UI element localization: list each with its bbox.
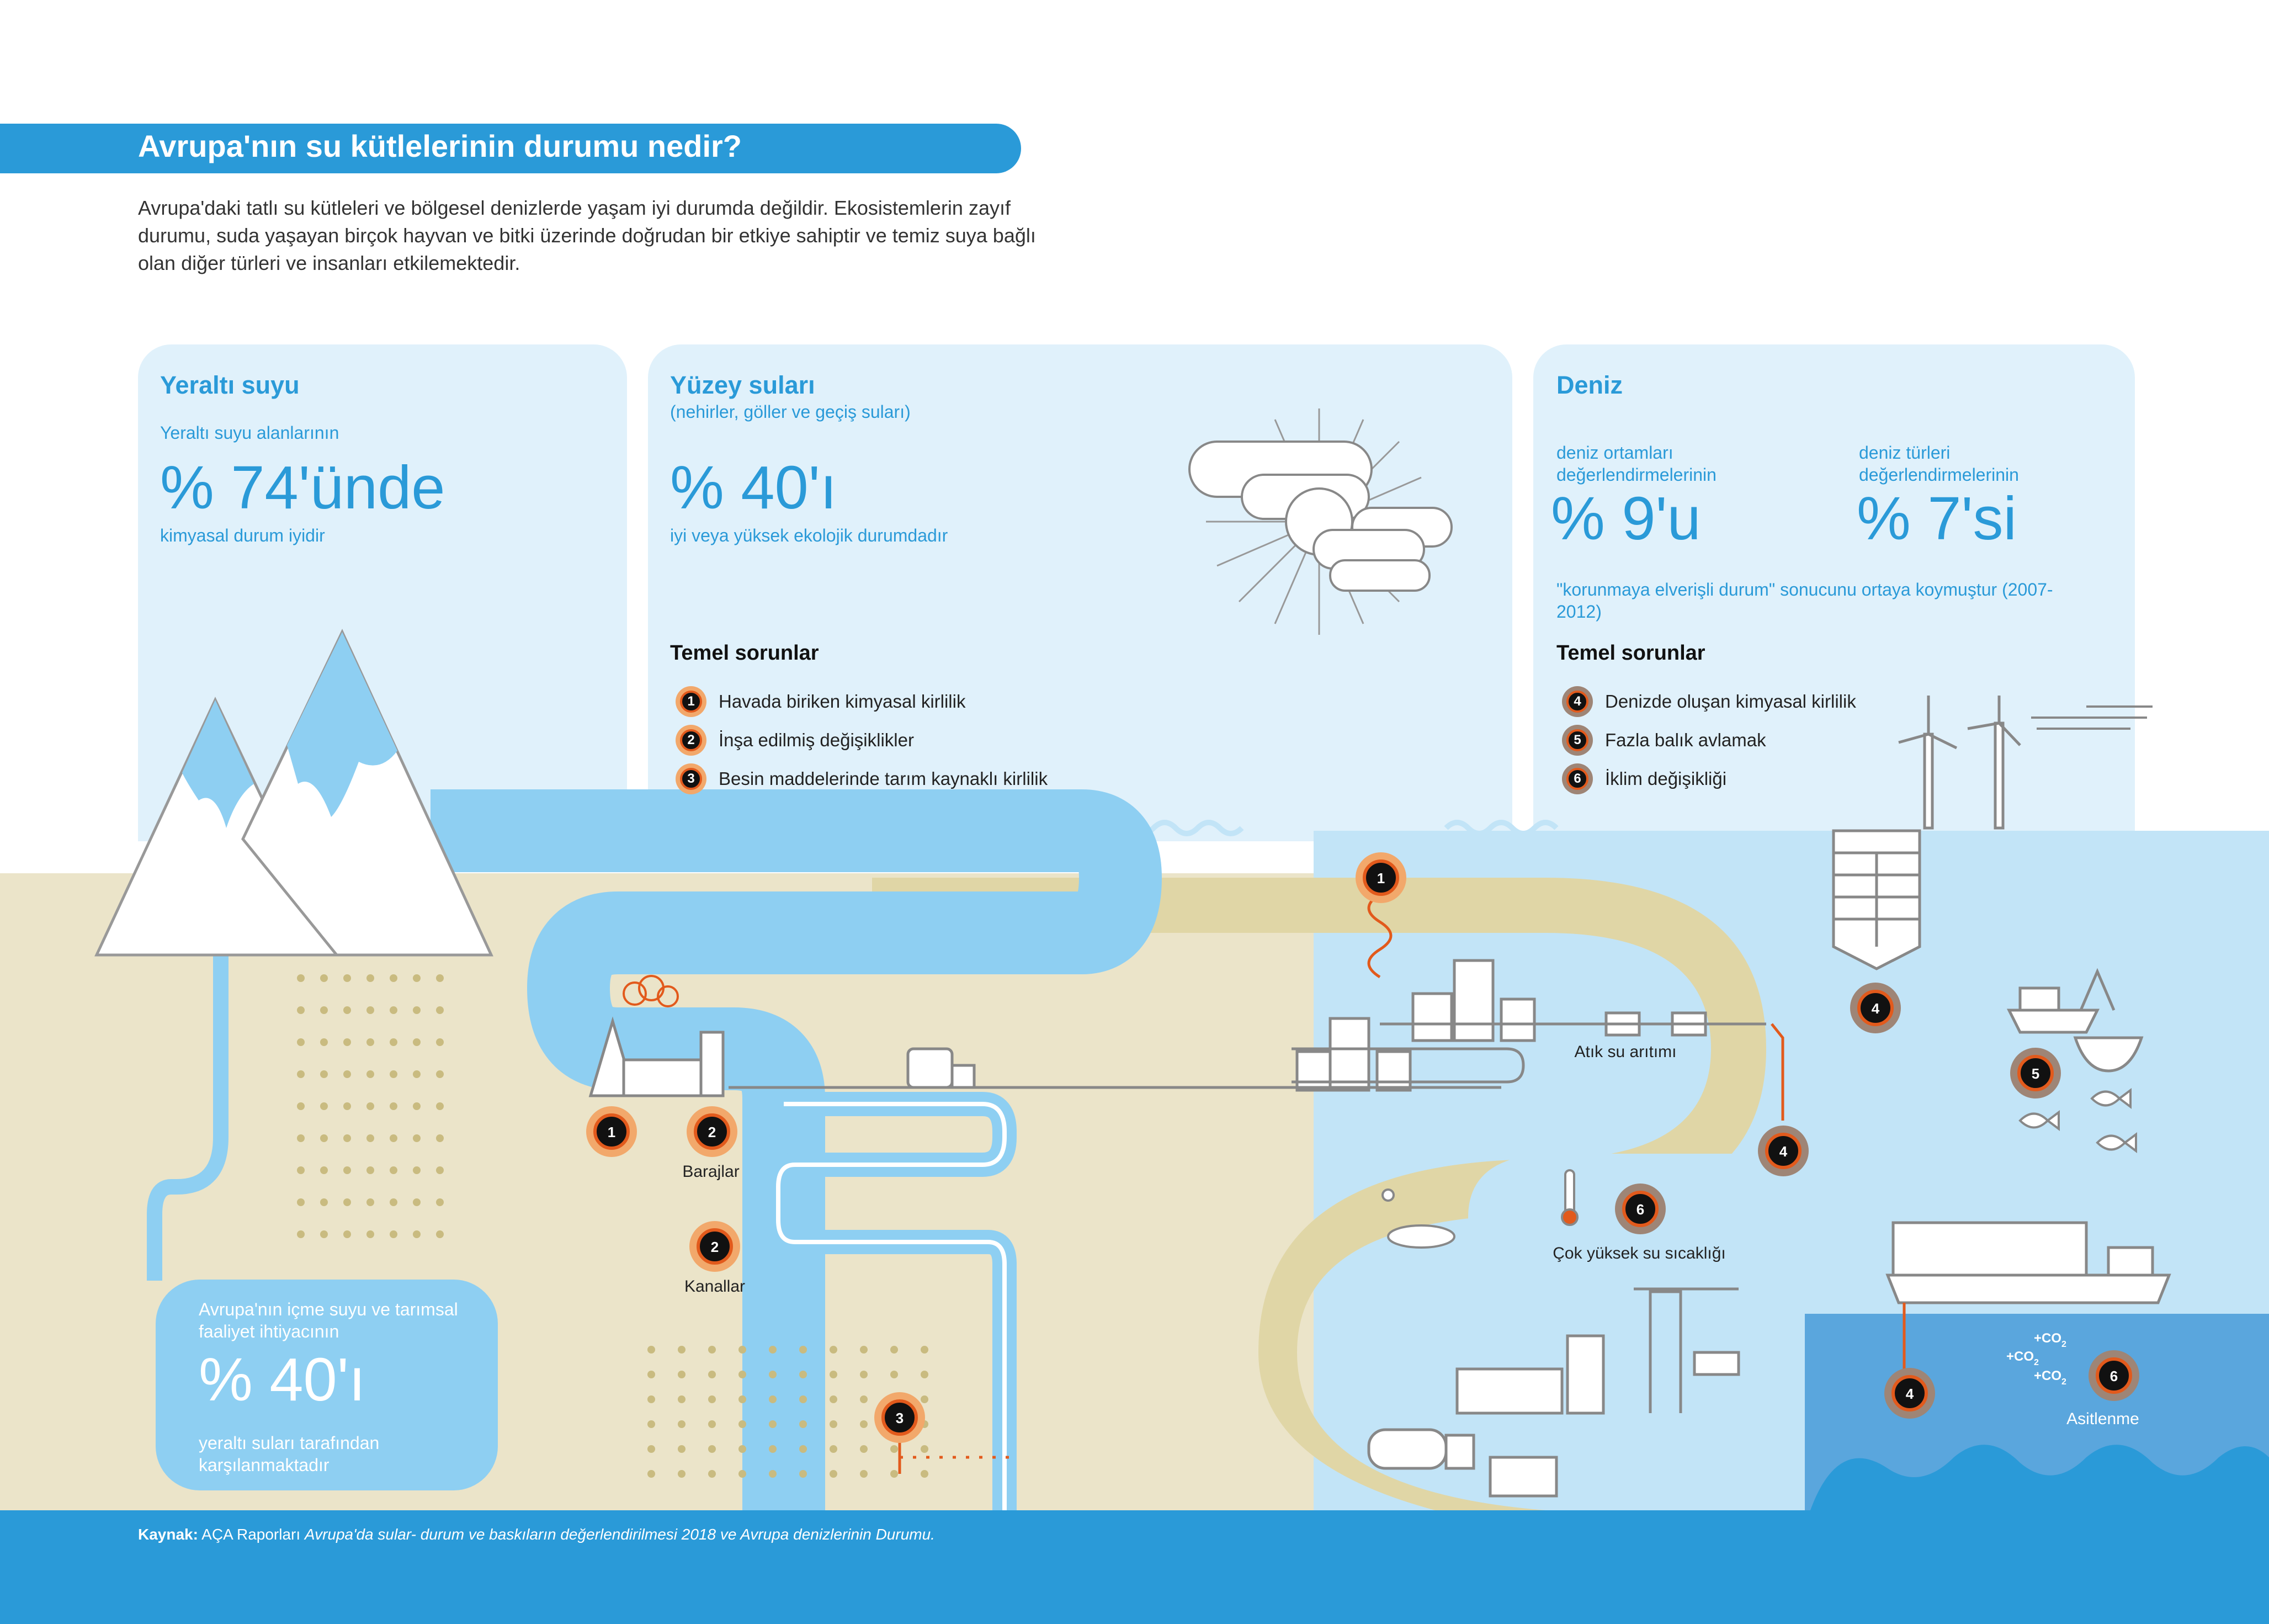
co2-b: +CO <box>2006 1349 2034 1364</box>
marker-1a <box>586 1106 637 1157</box>
issue-item: 2 İnşa edilmiş değişiklikler <box>676 721 1048 760</box>
page-title: Avrupa'nın su kütlelerinin durumu nedir? <box>138 129 742 163</box>
source-note <box>138 1526 935 1543</box>
drinking-post: yeraltı suları tarafından karşılanmaktadır <box>199 1433 380 1475</box>
marker-2b-num: 2 <box>710 1239 719 1255</box>
sea-issues-list <box>1562 682 1856 798</box>
issue-item: 6 İklim değişikliği <box>1562 760 1856 798</box>
marker-5-num: 5 <box>2031 1065 2040 1082</box>
issue-item: 1 Havada biriken kimyasal kirlilik <box>676 682 1048 721</box>
surface-post: iyi veya yüksek ekolojik durumdadır <box>670 526 948 545</box>
surface-title: Yüzey suları <box>670 371 815 399</box>
co2-c-sub: 2 <box>2061 1377 2066 1387</box>
issue-badge: 4 <box>1562 686 1593 717</box>
groundwater-pre: Yeraltı suyu alanlarının <box>160 423 339 443</box>
marker-4a <box>1850 983 1901 1033</box>
intro-text: Avrupa'daki tatlı su kütleleri ve bölgesel denizlerde yaşam iyi durumda değildir. Ekosistemlerin zayıf durumu, suda yaşayan birçok hayvan ve bitki üzerinde doğrudan bir etkiye sahiptir ve temiz suya bağlı olan diğer türleri ve insanları etkilemektedir. <box>138 197 1036 274</box>
issue-badge: 3 <box>676 763 706 794</box>
marker-2a-num: 2 <box>708 1124 716 1140</box>
surface-subtitle: (nehirler, göller ve geçiş suları) <box>670 402 911 422</box>
co2-b-sub: 2 <box>2034 1358 2039 1367</box>
co2-a-sub: 2 <box>2061 1340 2066 1349</box>
marker-6a-num: 6 <box>1636 1201 1645 1218</box>
sea-left-pre: deniz ortamları değerlendirmelerinin <box>1556 443 1717 485</box>
sun-cloud-icon <box>1189 408 1452 635</box>
co2-a: +CO <box>2034 1331 2062 1346</box>
groundwater-big: % 74'ünde <box>160 454 445 522</box>
source-italic: Avrupa'da sular- durum ve baskıların değerlendirilmesi 2018 ve Avrupa denizlerinin Durumu. <box>304 1526 935 1543</box>
label-acidification: Asitlenme <box>2066 1410 2139 1428</box>
marker-4b <box>1758 1126 1809 1176</box>
marker-2b <box>689 1221 740 1272</box>
wind-turbines-icon <box>1899 696 2153 828</box>
marker-3-num: 3 <box>895 1410 904 1426</box>
surface-issues-list <box>676 682 1048 798</box>
issue-badge: 5 <box>1562 725 1593 756</box>
label-high-temp: Çok yüksek su sıcaklığı <box>1553 1244 1726 1262</box>
groundwater-title: Yeraltı suyu <box>160 371 300 399</box>
thermometer-icon <box>1562 1170 1577 1225</box>
label-wastewater: Atık su arıtımı <box>1574 1043 1677 1061</box>
marker-6b <box>2089 1350 2139 1401</box>
marker-4b-num: 4 <box>1779 1143 1788 1160</box>
issue-item: 3 Besin maddelerinde tarım kaynaklı kirlilik <box>676 760 1048 798</box>
issue-item: 4 Denizde oluşan kimyasal kirlilik <box>1562 682 1856 721</box>
marker-6b-num: 6 <box>2109 1368 2118 1384</box>
drinking-pre: Avrupa'nın içme suyu ve tarımsal faaliyet ihtiyacının <box>199 1299 458 1341</box>
sea-title: Deniz <box>1556 371 1623 399</box>
marker-6a <box>1615 1183 1666 1234</box>
fish-cage-icon <box>1834 831 1920 969</box>
marker-4c-num: 4 <box>1905 1386 1914 1402</box>
marker-4a-num: 4 <box>1871 1000 1880 1017</box>
source-text: AÇA Raporları <box>201 1526 301 1543</box>
marker-5 <box>2010 1048 2061 1098</box>
surface-issues-title: Temel sorunlar <box>670 641 819 665</box>
marker-2a <box>687 1106 737 1157</box>
sea-issues-title: Temel sorunlar <box>1556 641 1705 665</box>
marker-1a-num: 1 <box>607 1124 616 1140</box>
issue-badge: 1 <box>676 686 706 717</box>
sea-post: "korunmaya elverişli durum" sonucunu ortaya koymuştur (2007-2012) <box>1556 580 2053 622</box>
issue-badge: 2 <box>676 725 706 756</box>
groundwater-post: kimyasal durum iyidir <box>160 526 325 545</box>
sea-left-big: % 9'u <box>1551 485 1701 553</box>
issue-badge: 6 <box>1562 763 1593 794</box>
marker-4c <box>1884 1368 1935 1419</box>
marker-1b <box>1356 852 1406 903</box>
co2-c: +CO <box>2034 1368 2062 1383</box>
sea-right-big: % 7'si <box>1857 485 2017 553</box>
drinking-big: % 40'ı <box>199 1346 366 1414</box>
surface-big: % 40'ı <box>670 454 837 522</box>
issue-item: 5 Fazla balık avlamak <box>1562 721 1856 760</box>
marker-3 <box>874 1392 925 1443</box>
label-dams: Barajlar <box>682 1163 740 1181</box>
sea-right-pre: deniz türleri değerlendirmelerinin <box>1859 443 2019 485</box>
marker-1b-num: 1 <box>1377 870 1385 887</box>
source-label: Kaynak: <box>138 1526 198 1543</box>
label-canals: Kanallar <box>684 1277 746 1296</box>
